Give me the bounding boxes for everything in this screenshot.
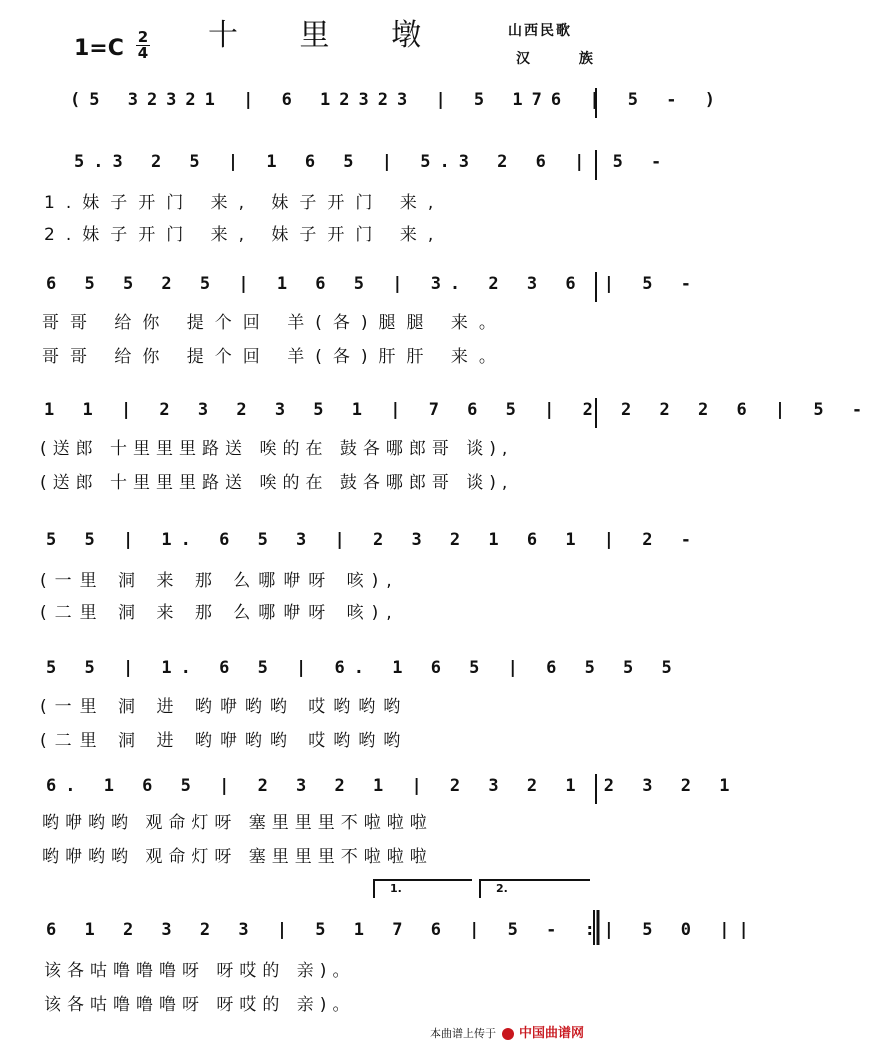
system-2-lyric-2: 哥哥 给你 提个回 羊(各)肝肝 来。 <box>42 347 507 367</box>
system-6-lyric-1: 哟咿哟哟 观命灯呀 塞里里里不啦啦啦 <box>42 813 433 833</box>
song-origin: 山西民歌 <box>508 23 572 39</box>
system-5-notes: 5 5 | 1. 6 5 | 6. 1 6 5 | 6 5 5 5 <box>46 658 681 678</box>
system-4-notes: 5 5 | 1. 6 5 3 | 2 3 2 1 6 1 | 2 - <box>46 530 700 550</box>
key-signature: 1=C <box>74 36 124 61</box>
volta-1-label: 1. <box>390 882 402 895</box>
system-1-lyric-1: 1.妹子开门 来, 妹子开门 来, <box>44 193 445 213</box>
time-signature-denominator: 4 <box>137 44 149 62</box>
system-5-lyric-1: (一里 洞 进 哟咿哟哟 哎哟哟哟 <box>40 697 409 717</box>
system-2-notes: 6 5 5 2 5 | 1 6 5 | 3. 2 3 6 | 5 - <box>46 274 700 294</box>
footer-text: 本曲谱上传于 <box>430 1027 496 1040</box>
site-logo-icon <box>502 1028 514 1040</box>
footer-brand-link[interactable]: 中国曲谱网 <box>519 1026 585 1041</box>
system-7-lyric-1: 该各咕噜噜噜呀 呀哎的 亲)。 <box>44 961 356 981</box>
system-7-lyric-2: 该各咕噜噜噜呀 呀哎的 亲)。 <box>44 995 356 1015</box>
song-title: 十 里 墩 <box>208 18 448 53</box>
intro-notes: (5 32321 | 6 12323 | 5 176 | 5 - ) <box>70 90 724 110</box>
system-3-lyric-1: (送郎 十里里里路送 唉的在 鼓各哪郎哥 谈), <box>40 439 514 459</box>
system-4-lyric-1: (一里 洞 来 那 么哪咿呀 咳), <box>40 571 400 591</box>
system-3-lyric-2: (送郎 十里里里路送 唉的在 鼓各哪郎哥 谈), <box>40 473 514 493</box>
system-1-notes: 5.3 2 5 | 1 6 5 | 5.3 2 6 | 5 - <box>74 152 671 172</box>
system-1-lyric-2: 2.妹子开门 来, 妹子开门 来, <box>44 225 445 245</box>
time-signature-numerator: 2 <box>137 28 149 46</box>
volta-2-label: 2. <box>496 882 508 895</box>
song-ethnic: 汉 族 <box>516 51 615 67</box>
system-2-lyric-1: 哥哥 给你 提个回 羊(各)腿腿 来。 <box>42 313 507 333</box>
system-5-lyric-2: (二里 洞 进 哟咿哟哟 哎哟哟哟 <box>40 731 409 751</box>
system-4-lyric-2: (二里 洞 来 那 么哪咿呀 咳), <box>40 603 400 623</box>
system-6-lyric-2: 哟咿哟哟 观命灯呀 塞里里里不啦啦啦 <box>42 847 433 867</box>
site-footer <box>430 1022 584 1041</box>
system-6-notes: 6. 1 6 5 | 2 3 2 1 | 2 3 2 1 2 3 2 1 <box>46 776 739 796</box>
system-7-notes: 6 1 2 3 2 3 | 5 1 7 6 | 5 - :| 5 0 || <box>46 920 758 940</box>
system-3-notes: 1 1 | 2 3 2 3 5 1 | 7 6 5 | 2 2 2 2 6 | 5 - <box>44 400 871 420</box>
